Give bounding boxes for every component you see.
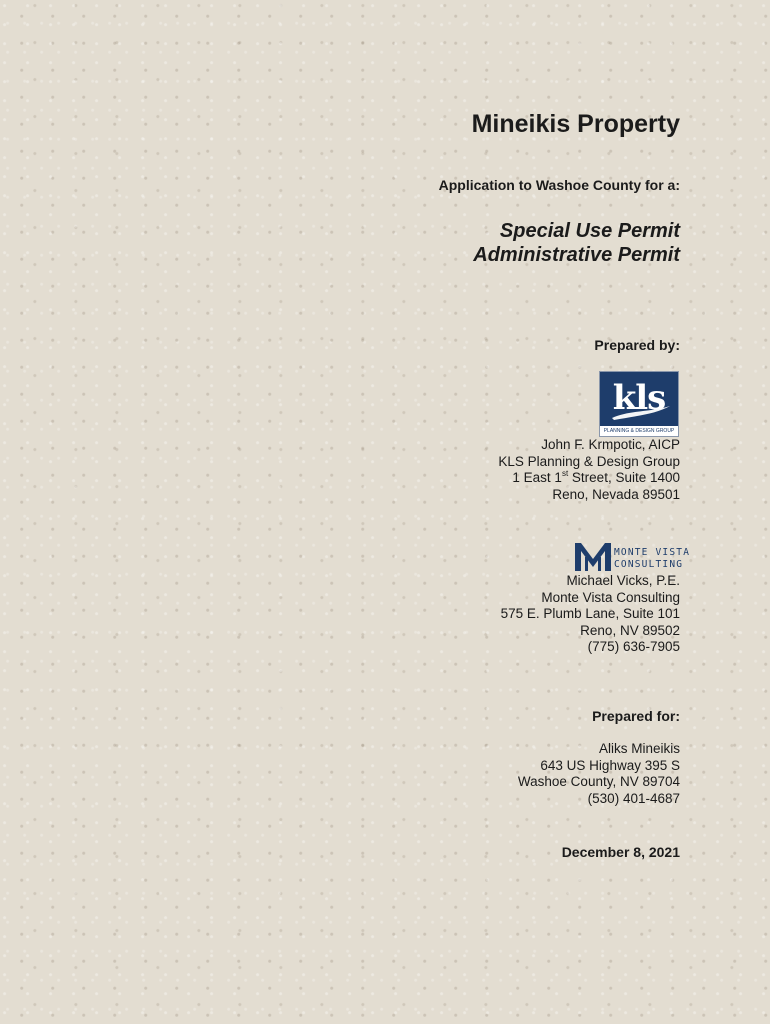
monte-vista-logo-line1: MONTE VISTA xyxy=(614,547,691,558)
kls-logo-subtext: PLANNING & DESIGN GROUP xyxy=(600,426,678,436)
permit-type-administrative: Administrative Permit xyxy=(473,244,680,266)
monte-vista-logo-text xyxy=(614,547,690,571)
kls-logo-text: kls xyxy=(612,378,666,418)
mv-contact-address: 575 E. Plumb Lane, Suite 101 xyxy=(500,606,680,621)
kls-contact-address: 1 East 1st Street, Suite 1400 xyxy=(512,468,680,485)
kls-contact-city: Reno, Nevada 89501 xyxy=(552,486,680,502)
monte-vista-logo-line2: CONSULTING xyxy=(614,559,684,570)
monte-vista-logo xyxy=(574,541,691,573)
kls-contact-company: KLS Planning & Design Group xyxy=(498,453,680,469)
client-contact-block xyxy=(518,741,680,807)
kls-logo xyxy=(599,371,679,437)
mv-contact-phone: (775) 636-7905 xyxy=(587,639,680,654)
client-phone: (530) 401-4687 xyxy=(587,790,680,806)
application-intro: Application to Washoe County for a: xyxy=(438,177,680,193)
client-address: 643 US Highway 395 S xyxy=(540,757,680,773)
monte-vista-m-icon xyxy=(574,541,612,573)
client-name: Aliks Mineikis xyxy=(598,741,680,756)
mv-contact-name: Michael Vicks, P.E. xyxy=(566,573,680,588)
client-city: Washoe County, NV 89704 xyxy=(517,774,680,789)
monte-vista-contact-block xyxy=(501,573,680,656)
prepared-by-label: Prepared by: xyxy=(594,337,680,353)
mv-contact-company: Monte Vista Consulting xyxy=(541,589,680,605)
document-title: Mineikis Property xyxy=(471,110,680,138)
mv-contact-city: Reno, NV 89502 xyxy=(580,622,680,638)
kls-contact-block xyxy=(498,437,680,503)
permit-type-special-use: Special Use Permit xyxy=(499,220,680,242)
permit-types xyxy=(473,219,680,267)
document-date: December 8, 2021 xyxy=(561,844,680,860)
prepared-for-label: Prepared for: xyxy=(592,708,680,724)
kls-contact-name: John F. Krmpotic, AICP xyxy=(541,437,680,452)
